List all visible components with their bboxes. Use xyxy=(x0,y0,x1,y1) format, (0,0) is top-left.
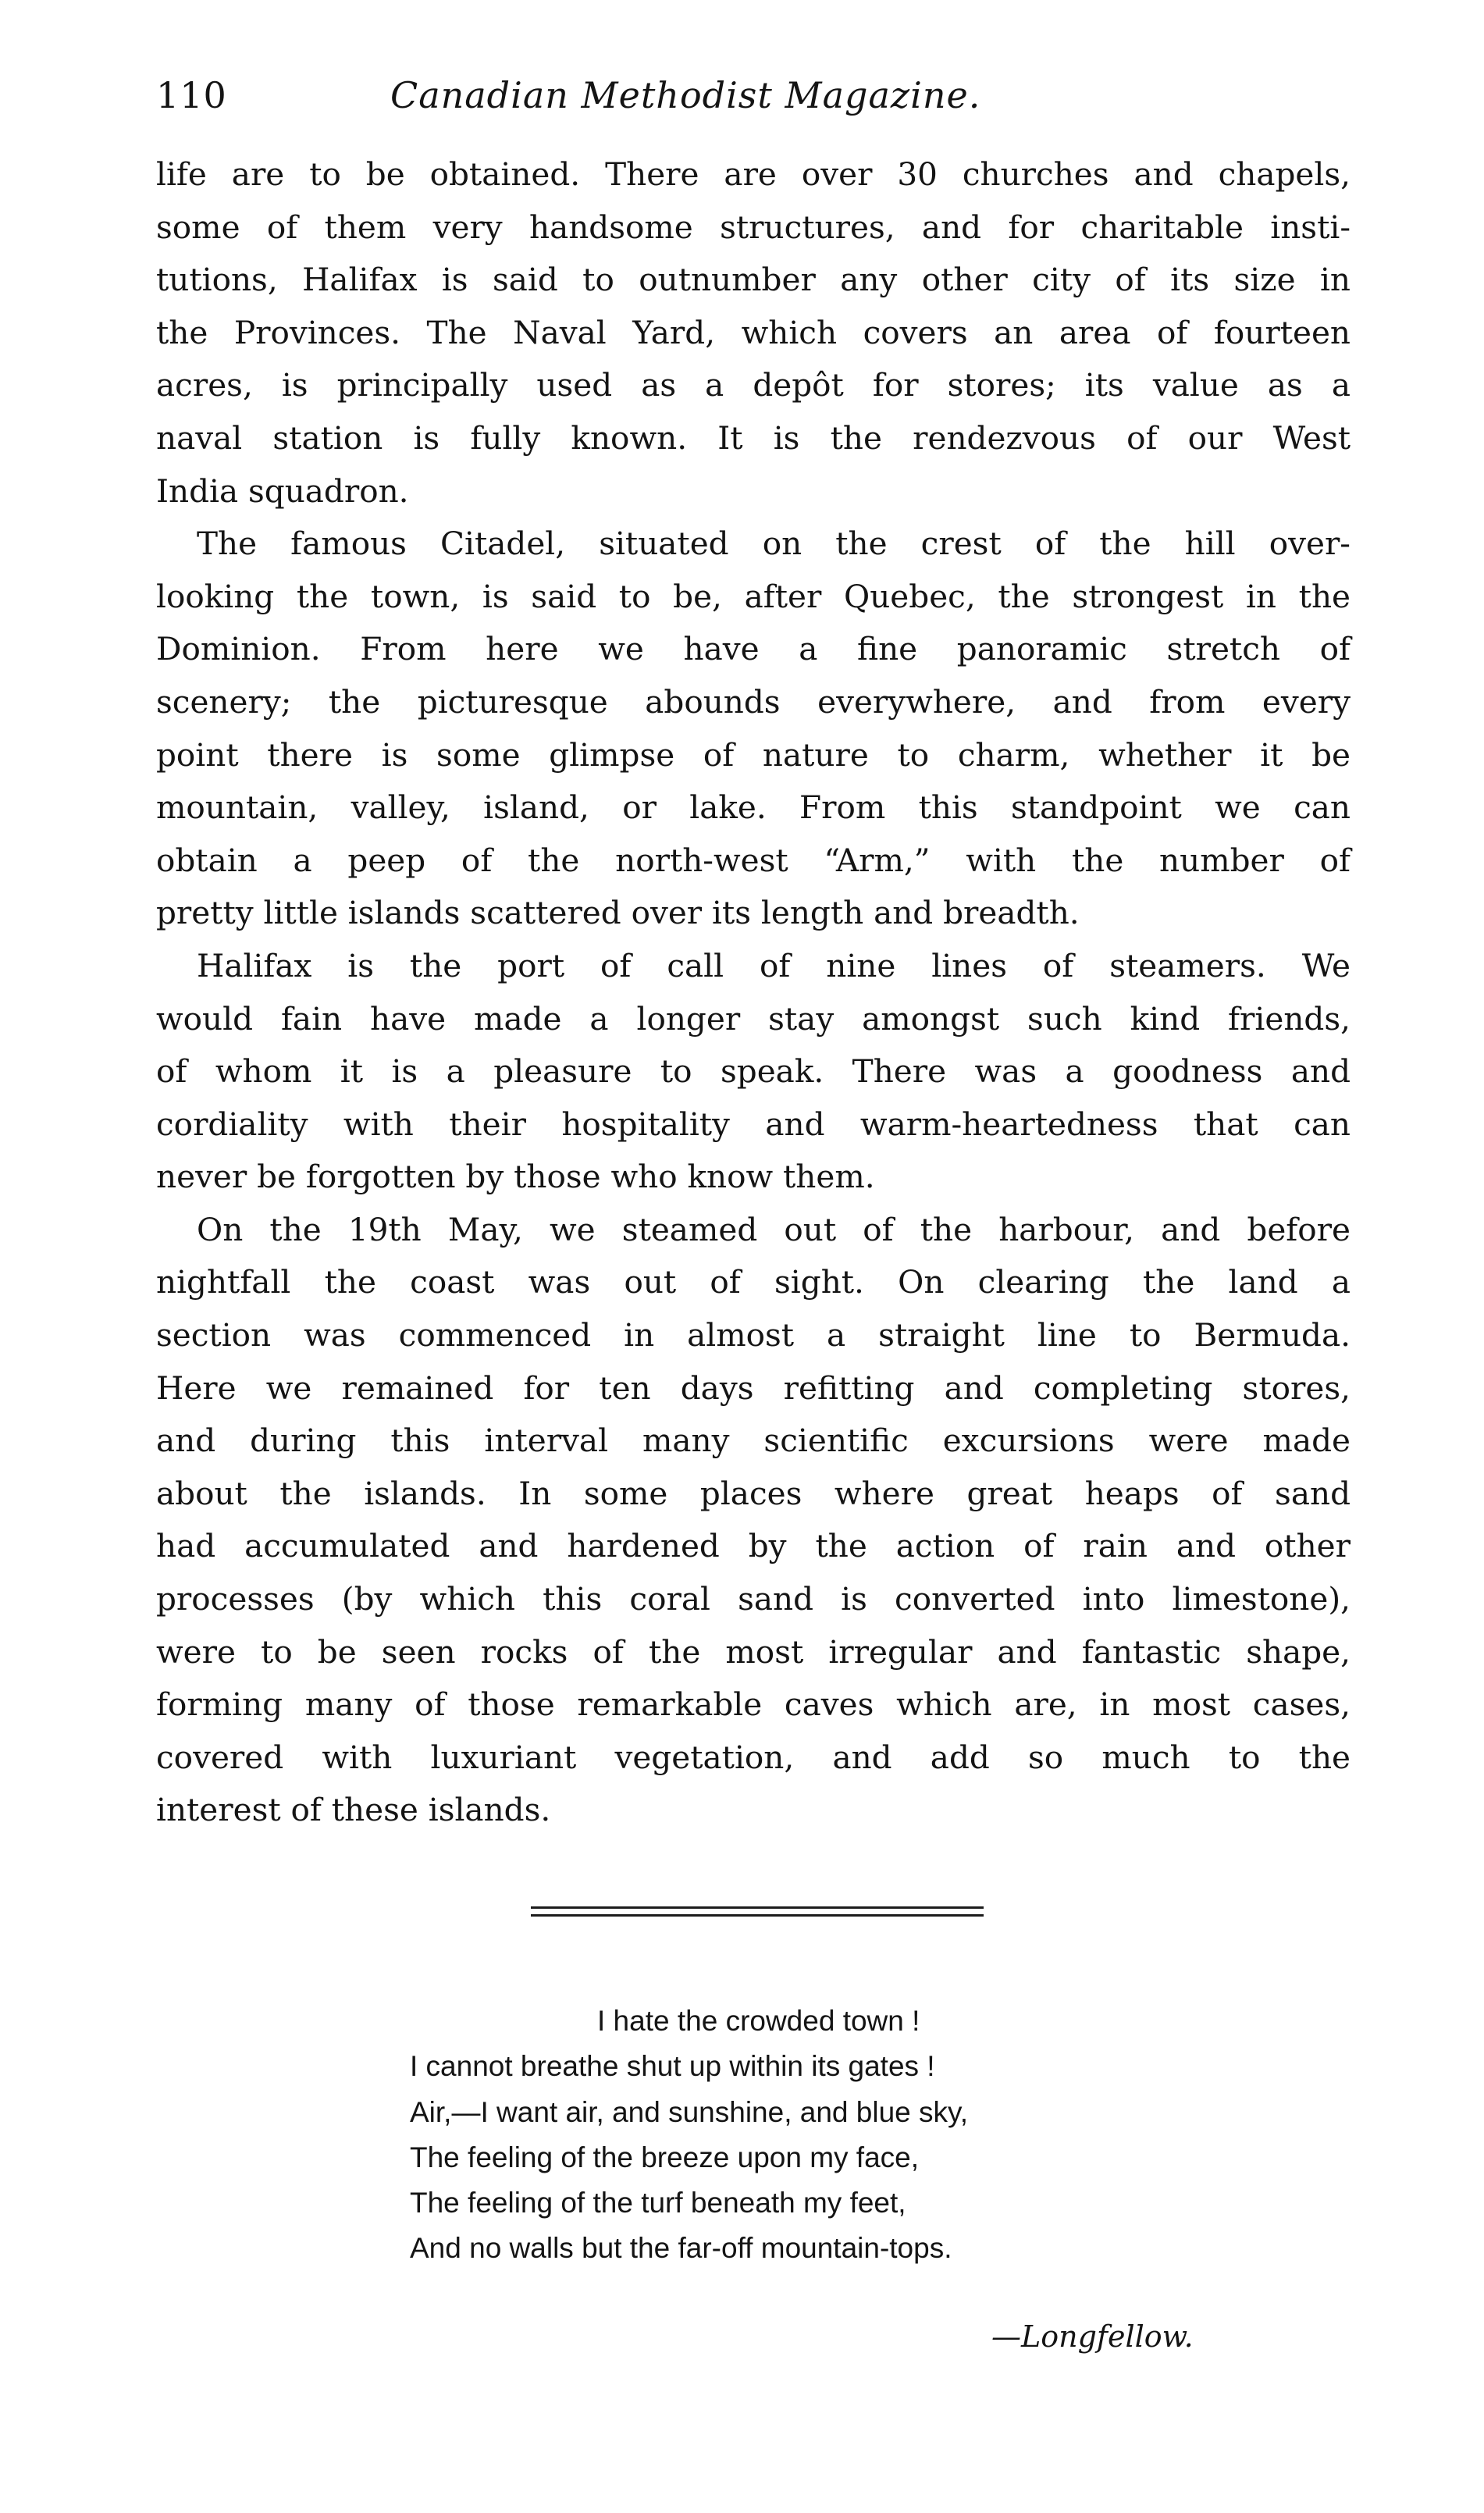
poem-line: The feeling of the breeze upon my face, xyxy=(410,2141,920,2173)
paragraph-steamers xyxy=(156,940,1351,1204)
page-number: 110 xyxy=(156,74,227,116)
poem-line: I cannot breathe shut up within its gates ! xyxy=(410,2050,935,2083)
paragraph-citadel xyxy=(156,518,1351,940)
text-line: Halifax is the port of call of nine lines of steamers. We xyxy=(197,946,1351,984)
text-line: interest of these islands. xyxy=(156,1791,551,1829)
poem-block xyxy=(410,1999,1269,2272)
page-header xyxy=(156,64,1351,126)
text-line: acres, is principally used as a depôt for stores; its value as a xyxy=(156,366,1351,404)
paragraph-halifax-churches xyxy=(156,148,1351,518)
text-line: nightfall the coast was out of sight. On clearing the land a xyxy=(156,1263,1351,1301)
divider-line-top xyxy=(531,1906,984,1909)
text-line: the Provinces. The Naval Yard, which covers an area of fourteen xyxy=(156,313,1351,351)
running-title: Canadian Methodist Magazine. xyxy=(390,74,981,116)
text-line: would fain have made a longer stay amongst such kind friends, xyxy=(156,999,1351,1038)
section-divider xyxy=(531,1905,984,1924)
text-line: pretty little islands scattered over its length and breadth. xyxy=(156,894,1080,932)
text-line: looking the town, is said to be, after Quebec, the strongest in the xyxy=(156,577,1351,615)
text-line: point there is some glimpse of nature to charm, whether it be xyxy=(156,735,1351,774)
text-line: life are to be obtained. There are over 30 churches and chapels, xyxy=(156,155,1351,193)
text-line: The famous Citadel, situated on the crest of the hill over- xyxy=(197,525,1351,563)
text-line: of whom it is a pleasure to speak. There was a goodness and xyxy=(156,1052,1351,1091)
text-line: had accumulated and hardened by the action of rain and other xyxy=(156,1527,1351,1565)
poem-line: Air,—I want air, and sunshine, and blue sky, xyxy=(410,2095,969,2128)
text-line: were to be seen rocks of the most irregular and fantastic shape, xyxy=(156,1632,1351,1671)
text-line: some of them very handsome structures, and for charitable insti- xyxy=(156,208,1351,246)
text-line: forming many of those remarkable caves which are, in most cases, xyxy=(156,1685,1351,1724)
text-line: mountain, valley, island, or lake. From this standpoint we can xyxy=(156,788,1351,827)
paragraph-bermuda xyxy=(156,1204,1351,1837)
text-line: section was commenced in almost a straight line to Bermuda. xyxy=(156,1316,1351,1354)
divider-line-bottom xyxy=(531,1914,984,1917)
text-line: Here we remained for ten days refitting and completing stores, xyxy=(156,1369,1351,1407)
text-line: On the 19th May, we steamed out of the harbour, and before xyxy=(197,1210,1351,1248)
text-line: naval station is fully known. It is the rendezvous of our West xyxy=(156,418,1351,457)
poem-line: And no walls but the far-off mountain-tops. xyxy=(410,2232,952,2265)
text-line: Dominion. From here we have a fine panoramic stretch of xyxy=(156,630,1351,668)
text-line: and during this interval many scientific excursions were made xyxy=(156,1422,1351,1460)
text-line: processes (by which this coral sand is converted into limestone), xyxy=(156,1580,1351,1618)
text-line: scenery; the picturesque abounds everywhere, and from every xyxy=(156,682,1351,721)
poem-line: The feeling of the turf beneath my feet, xyxy=(410,2187,906,2219)
poem-line: I hate the crowded town ! xyxy=(597,2005,920,2037)
text-line: obtain a peep of the north-west “Arm,” with the number of xyxy=(156,841,1351,879)
text-line: tutions, Halifax is said to outnumber any other city of its size in xyxy=(156,261,1351,299)
text-line: covered with luxuriant vegetation, and add so much to the xyxy=(156,1738,1351,1776)
text-line: cordiality with their hospitality and warm-heartedness that can xyxy=(156,1105,1351,1143)
article-body xyxy=(156,148,1351,1837)
text-line: India squadron. xyxy=(156,472,409,510)
text-line: about the islands. In some places where great heaps of sand xyxy=(156,1474,1351,1512)
text-line: never be forgotten by those who know them. xyxy=(156,1158,875,1196)
poem-attribution: —Longfellow. xyxy=(991,2319,1194,2354)
